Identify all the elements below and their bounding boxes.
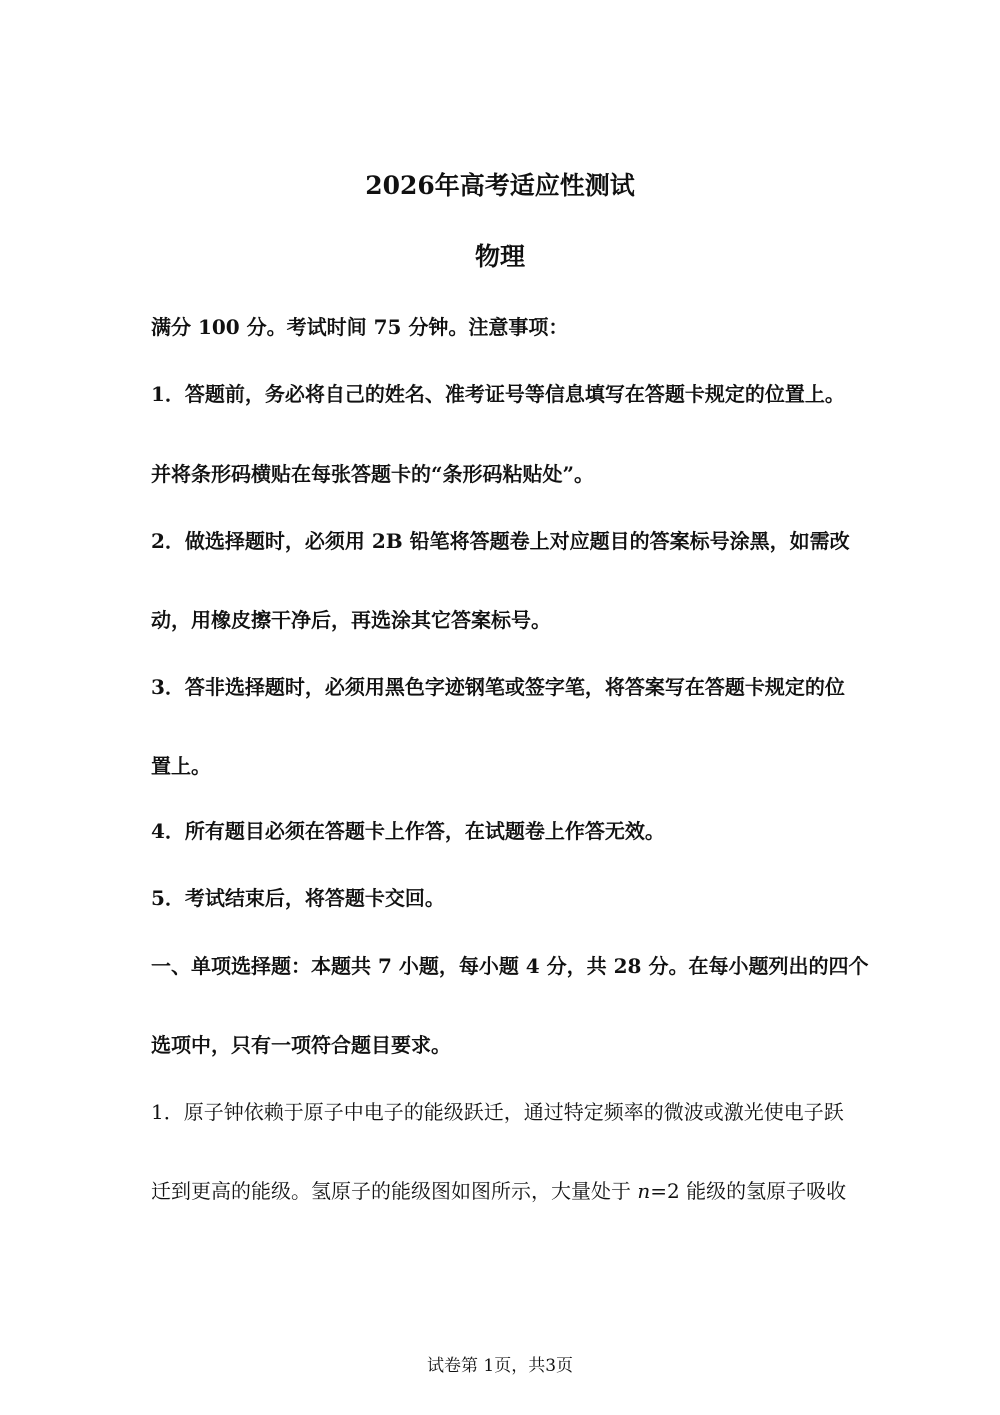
instruction-2-line-1: 2．做选择题时，必须用 2B 铅笔将答题卷上对应题目的答案标号涂黑，如需改 [151,529,850,553]
section-1-heading-line-1: 一、单项选择题：本题共 7 小题，每小题 4 分，共 28 分。在每小题列出的四个 [151,954,869,978]
instruction-3-line-2: 置上。 [151,754,211,778]
question-1-line-2-text-end: =2 能级的氢原子吸收 [650,1179,847,1203]
exam-title: 2026年高考适应性测试 [365,171,635,200]
question-1-line-2-text: 迁到更高的能级。氢原子的能级图如图所示，大量处于 [151,1179,638,1203]
instruction-1-line-2: 并将条形码横贴在每张答题卡的“条形码粘贴处”。 [151,462,595,486]
instruction-4: 4．所有题目必须在答题卡上作答，在试题卷上作答无效。 [151,819,665,843]
question-1-line-2 [151,1178,846,1204]
instructions-intro: 满分 100 分。考试时间 75 分钟。注意事项： [151,315,569,339]
instruction-1-line-1: 1．答题前，务必将自己的姓名、准考证号等信息填写在答题卡规定的位置上。 [151,382,845,406]
instruction-5: 5．考试结束后，将答题卡交回。 [151,886,445,910]
energy-level-variable: n [637,1179,651,1203]
instruction-3-line-1: 3．答非选择题时，必须用黑色字迹钢笔或签字笔，将答案写在答题卡规定的位 [151,675,845,699]
section-1-heading-line-2: 选项中，只有一项符合题目要求。 [151,1033,451,1057]
subject-title: 物理 [474,242,525,271]
question-1-line-1: 1．原子钟依赖于原子中电子的能级跃迁，通过特定频率的微波或激光使电子跃 [151,1100,844,1124]
instruction-2-line-2: 动，用橡皮擦干净后，再选涂其它答案标号。 [151,608,551,632]
page-footer: 试卷第 1页，共3页 [426,1356,574,1376]
